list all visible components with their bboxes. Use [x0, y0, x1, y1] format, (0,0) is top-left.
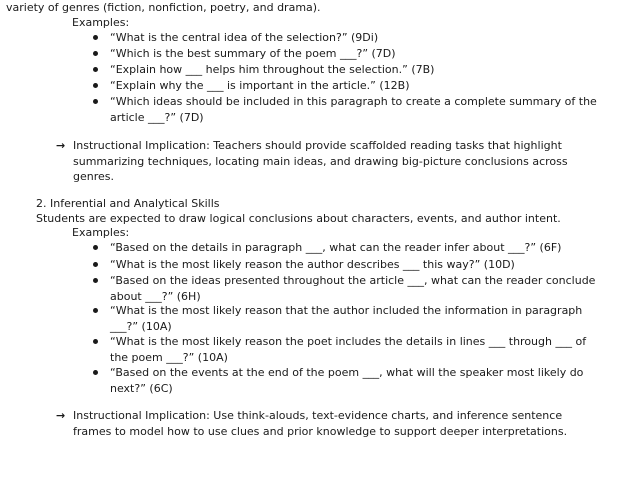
list-item — [110, 334, 600, 365]
list-item — [110, 62, 600, 78]
bullet-dot-icon — [93, 262, 98, 267]
section2-description: Students are expected to draw logical conclusions about characters, events, and author intent. — [36, 212, 561, 225]
bullet-dot-icon — [93, 83, 98, 88]
list-item-text: “Which is the best summary of the poem ___?” (7D) — [110, 47, 396, 60]
section1-implication — [56, 138, 573, 185]
section2-examples-label: Examples: — [72, 226, 130, 239]
list-item — [110, 240, 600, 256]
section1-examples-label: Examples: — [72, 16, 130, 29]
list-item-text: “Which ideas should be included in this paragraph to create a complete summary of the article ___?” (7D) — [110, 95, 597, 124]
intro-line: variety of genres (fiction, nonfiction, poetry, and drama). — [6, 1, 321, 14]
list-item — [110, 303, 600, 334]
implication-text: Instructional Implication: Use think-alouds, text-evidence charts, and inference sentence frames to model how to use clues and prior knowledge to support deeper interpretations. — [73, 409, 568, 438]
bullet-dot-icon — [93, 51, 98, 56]
list-item-text: “What is the most likely reason the poet includes the details in lines ___ through ___ of the poem ___?” (10A) — [110, 335, 587, 364]
section2-implication — [56, 408, 573, 439]
list-item — [110, 30, 600, 46]
list-item — [110, 365, 600, 396]
list-item — [110, 273, 600, 304]
arrow-right-icon: → — [56, 409, 66, 422]
list-item-text: “Explain how ___ helps him throughout the selection.” (7B) — [110, 63, 435, 76]
list-item-text: “What is the most likely reason that the author included the information in paragraph ___?” (10A) — [110, 304, 583, 333]
bullet-dot-icon — [93, 370, 98, 375]
list-item-text: “Explain why the ___ is important in the article.” (12B) — [110, 79, 410, 92]
list-item-text: “Based on the ideas presented throughout the article ___, what can the reader conclude about ___?” (6H) — [110, 274, 596, 303]
section2-heading: 2. Inferential and Analytical Skills — [36, 197, 220, 210]
bullet-dot-icon — [93, 67, 98, 72]
bullet-dot-icon — [93, 35, 98, 40]
bullet-dot-icon — [93, 278, 98, 283]
list-item — [110, 46, 600, 62]
bullet-dot-icon — [93, 308, 98, 313]
list-item-text: “Based on the events at the end of the poem ___, what will the speaker most likely do next?” (6C) — [110, 366, 584, 395]
bullet-dot-icon — [93, 99, 98, 104]
implication-text: Instructional Implication: Teachers should provide scaffolded reading tasks that highlight summarizing techniques, locating main ideas, and drawing big-picture conclusions across genres. — [73, 139, 568, 183]
list-item — [110, 257, 600, 273]
list-item — [110, 94, 600, 125]
list-item-text: “Based on the details in paragraph ___, what can the reader infer about ___?” (6F) — [110, 241, 562, 254]
bullet-dot-icon — [93, 245, 98, 250]
bullet-dot-icon — [93, 339, 98, 344]
list-item — [110, 78, 600, 94]
list-item-text: “What is the most likely reason the author describes ___ this way?” (10D) — [110, 258, 515, 271]
arrow-right-icon: → — [56, 139, 66, 152]
list-item-text: “What is the central idea of the selection?” (9Di) — [110, 31, 379, 44]
